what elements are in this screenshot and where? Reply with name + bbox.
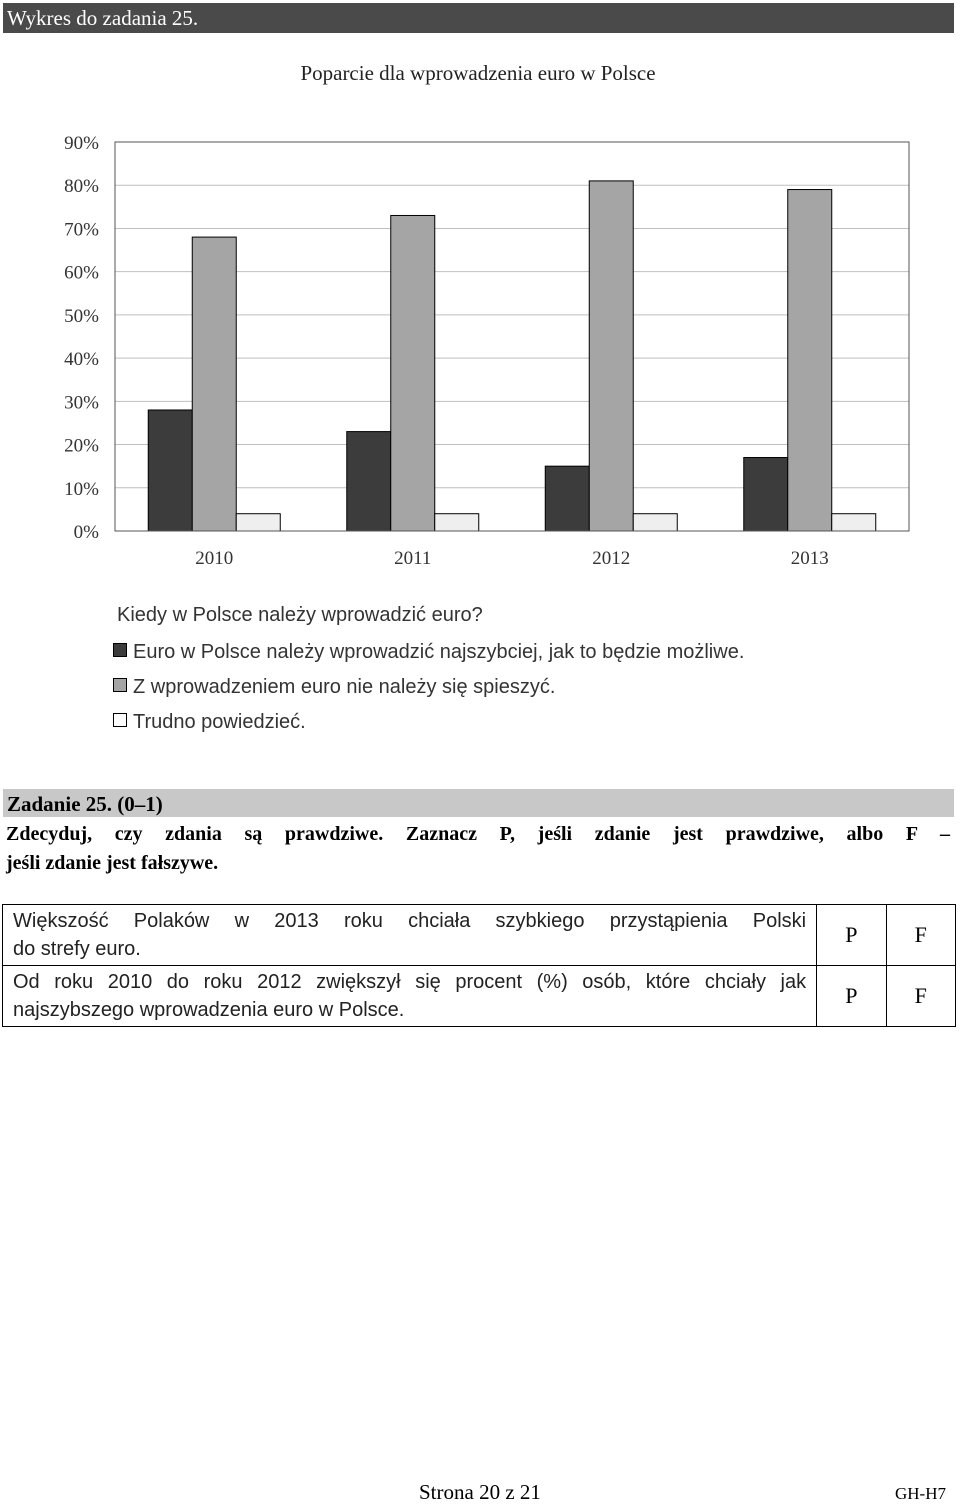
statement-line: Większość Polaków w 2013 roku chciała szybkiego przystąpienia Polski: [13, 910, 807, 932]
legend-item-series-1: [113, 641, 744, 664]
chart-title: Poparcie dla wprowadzenia euro w Polsce: [300, 61, 656, 85]
statement-line: Od roku 2010 do roku 2012 zwiększył się procent (%) osób, które chciały jak: [13, 971, 807, 993]
y-tick-label: 0%: [73, 522, 99, 543]
y-tick-label: 60%: [64, 262, 99, 284]
bar-2012-series-1: [545, 466, 589, 531]
bar-2010-series-2: [192, 237, 236, 531]
section-header: Wykres do zadania 25.: [3, 3, 954, 33]
bar-2010-series-3: [236, 514, 280, 531]
statement-text: [3, 905, 817, 966]
legend-label: Trudno powiedzieć.: [133, 711, 306, 733]
legend-item-series-3: [113, 711, 306, 734]
bar-2012-series-3: [633, 514, 677, 531]
x-tick-label: 2012: [592, 548, 631, 569]
bar-2011-series-1: [347, 432, 391, 531]
statement-line: do strefy euro.: [13, 938, 141, 960]
option-true[interactable]: P: [817, 966, 886, 1027]
y-tick-label: 10%: [64, 478, 99, 500]
option-false[interactable]: F: [886, 905, 955, 966]
option-true[interactable]: P: [817, 905, 886, 966]
x-tick-label: 2013: [790, 548, 829, 569]
exam-code: GH-H7: [895, 1484, 946, 1503]
y-tick-label: 20%: [64, 435, 99, 457]
x-tick-label: 2010: [195, 548, 234, 569]
y-tick-label: 30%: [64, 392, 99, 414]
y-tick-label: 50%: [64, 305, 99, 327]
instruction-line: jeśli zdanie jest fałszywe.: [6, 852, 219, 874]
bar-2013-series-2: [788, 190, 832, 531]
option-false[interactable]: F: [886, 966, 955, 1027]
y-tick-label: 70%: [64, 219, 99, 241]
bar-2011-series-3: [435, 514, 479, 531]
legend-title: Kiedy w Polsce należy wprowadzić euro?: [117, 604, 483, 626]
true-false-table: [2, 904, 956, 1027]
statement-text: [3, 966, 817, 1027]
task-heading: Zadanie 25. (0–1): [3, 789, 954, 817]
bar-2013-series-1: [744, 458, 788, 531]
legend-label: Z wprowadzeniem euro nie należy się spieszyć.: [133, 676, 556, 698]
x-tick-label: 2011: [394, 548, 432, 569]
legend-label: Euro w Polsce należy wprowadzić najszybciej, jak to będzie możliwe.: [133, 641, 745, 663]
instruction-line: Zdecyduj, czy zdania są prawdziwe. Zaznacz P, jeśli zdanie jest prawdziwe, albo F –: [6, 823, 950, 845]
statement-row: [3, 966, 956, 1027]
bar-chart: [0, 40, 960, 580]
statement-row: [3, 905, 956, 966]
bar-2012-series-2: [589, 181, 633, 531]
page-number: Strona 20 z 21: [419, 1480, 541, 1504]
bar-2011-series-2: [391, 215, 435, 531]
task-instruction: [6, 820, 950, 878]
bar-2013-series-3: [832, 514, 876, 531]
bar-2010-series-1: [148, 410, 192, 531]
legend-swatch-dark: [113, 643, 127, 657]
statement-line: najszybszego wprowadzenia euro w Polsce.: [13, 999, 405, 1021]
y-tick-label: 80%: [64, 176, 99, 198]
y-tick-label: 90%: [64, 133, 99, 154]
legend-item-series-2: [113, 676, 555, 699]
legend-swatch-gray: [113, 678, 127, 692]
legend-swatch-light: [113, 713, 127, 727]
y-tick-label: 40%: [64, 349, 99, 371]
